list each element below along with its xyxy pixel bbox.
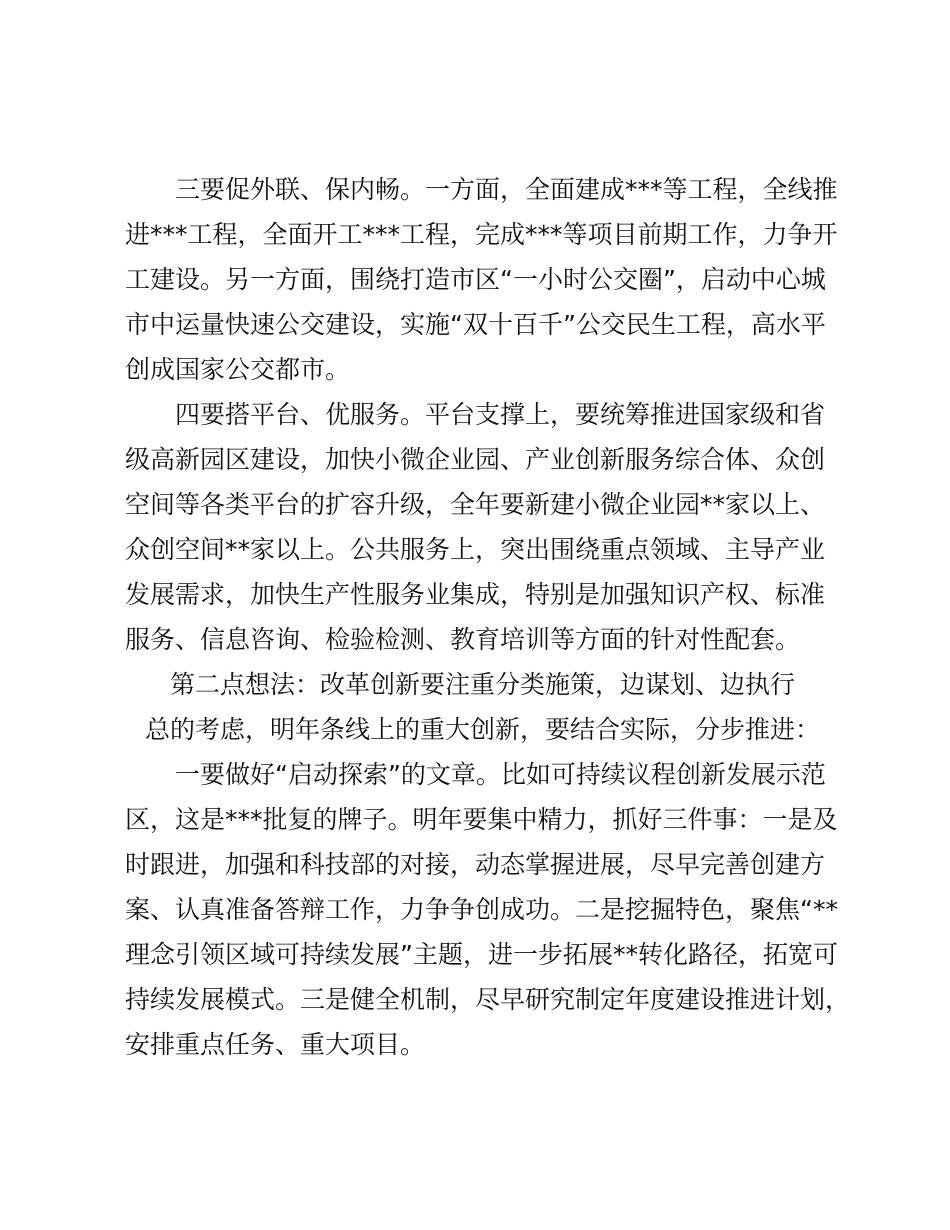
paragraph-2-line-2: 级高新园区建设，加快小微企业园、产业创新服务综合体、众创 <box>125 445 826 474</box>
paragraph-1-line-1: 三要促外联、保内畅。一方面，全面建成***等工程，全线推 <box>175 175 838 204</box>
paragraph-2-line-4: 众创空间**家以上。公共服务上，突出围绕重点领域、主导产业 <box>125 535 826 564</box>
paragraph-5-line-6: 持续发展模式。三是健全机制，尽早研究制定年度建设推进计划， <box>125 985 851 1014</box>
paragraph-5-line-2: 区，这是***批复的牌子。明年要集中精力，抓好三件事：一是及 <box>125 805 838 834</box>
paragraph-1-line-2: 进***工程，全面开工***工程，完成***等项目前期工作，力争开 <box>125 220 838 249</box>
paragraph-1-line-5: 创成国家公交都市。 <box>125 355 351 384</box>
paragraph-5-line-4: 案、认真准备答辩工作，力争争创成功。二是挖掘特色，聚焦“** <box>125 895 838 924</box>
paragraph-5-line-1: 一要做好“启动探索”的文章。比如可持续议程创新发展示范 <box>175 760 826 789</box>
paragraph-5-line-3: 时跟进，加强和科技部的对接，动态掌握进展，尽早完善创建方 <box>125 850 826 879</box>
paragraph-1-line-4: 市中运量快速公交建设，实施“双十百千”公交民生工程，高水平 <box>125 310 826 339</box>
paragraph-2-line-5: 发展需求，加快生产性服务业集成，特别是加强知识产权、标准 <box>125 580 826 609</box>
paragraph-2-line-3: 空间等各类平台的扩容升级，全年要新建小微企业园**家以上、 <box>125 490 826 519</box>
paragraph-5-line-5: 理念引领区域可持续发展”主题，进一步拓展**转化路径，拓宽可 <box>125 940 838 969</box>
paragraph-5-line-7: 安排重点任务、重大项目。 <box>125 1030 426 1059</box>
paragraph-2-line-1: 四要搭平台、优服务。平台支撑上，要统筹推进国家级和省 <box>175 400 826 429</box>
paragraph-4-line-1: 总的考虑，明年条线上的重大创新，要结合实际，分步推进： <box>145 715 821 744</box>
paragraph-1-line-3: 工建设。另一方面，围绕打造市区“一小时公交圈”，启动中心城 <box>125 265 826 294</box>
paragraph-3-line-1: 第二点想法：改革创新要注重分类施策，边谋划、边执行 <box>170 670 796 699</box>
paragraph-2-line-6: 服务、信息咨询、检验检测、教育培训等方面的针对性配套。 <box>125 625 801 654</box>
